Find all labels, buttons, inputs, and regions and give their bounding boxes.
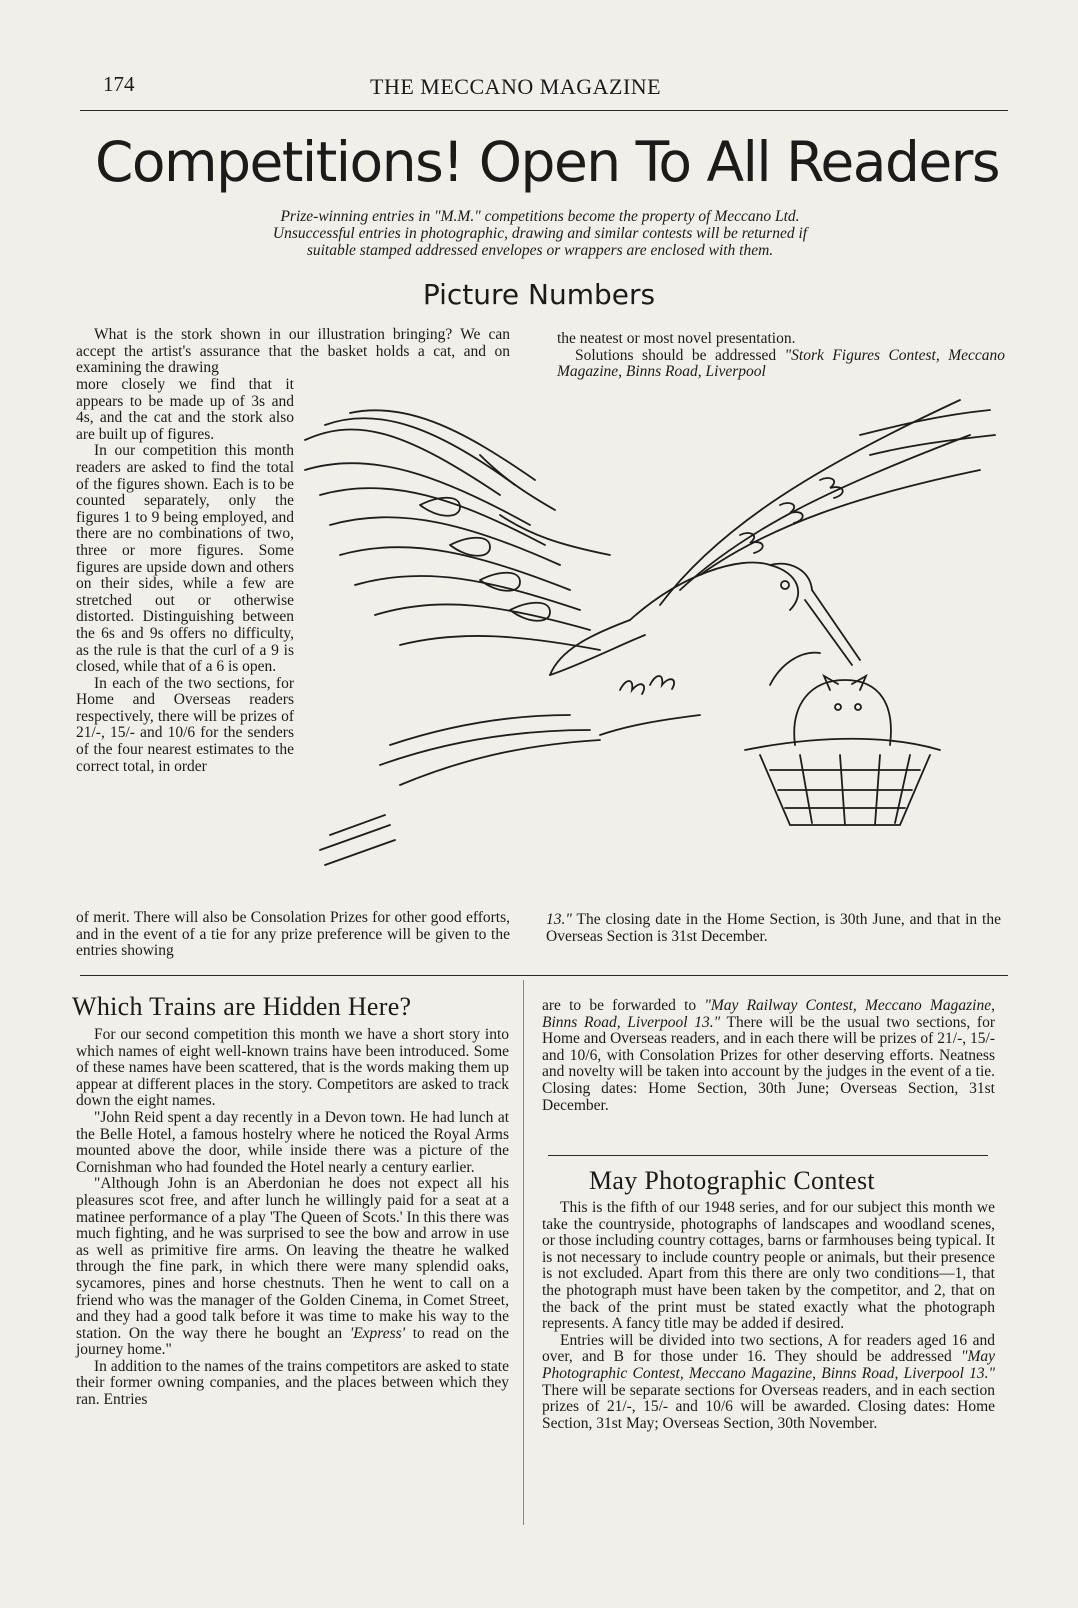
picture-numbers-wrap-column xyxy=(76,377,294,775)
text-run: "Although John is an Aberdonian he does not expect all his pleasures scot free, and after lunch he willingly paid for a seat at a matinee performance of a play 'The Queen of Scots.' In this there was much fighting, and he was surprised to see the bow and arrow in use as well as primitive fire arms. On leaving the theatre he walked through the fine park, in which there were many splendid oaks, sycamores, pines and horse chestnuts. Then he went to call on a friend who was the manager of the Golden Cinema, in Comet Street, and they had a good talk before it was time to make his way to the station. On the way there he bought an xyxy=(76,1175,509,1342)
picture-numbers-intro xyxy=(76,327,510,377)
paragraph xyxy=(76,1176,509,1359)
paragraph: the neatest or most novel presentation. xyxy=(557,330,796,347)
picture-numbers-right-bottom xyxy=(546,912,1001,945)
text-run: to read on the journey home." xyxy=(76,1324,510,1359)
intro-line: suitable stamped addressed envelopes or wrappers are enclosed with them. xyxy=(306,242,774,259)
paragraph: "John Reid spent a day recently in a Devon town. He had lunch at the Belle Hotel, a famous hostelry where he noticed the Royal Arms mounted above the door, while inside there was a picture of the Cornishman who had founded the Hotel nearly a century earlier. xyxy=(76,1108,509,1176)
address-text: "May Railway Contest, Meccano Magazine, Binns Road, Liverpool 13." xyxy=(542,997,995,1031)
paragraph: In addition to the names of the trains competitors are asked to state their former owning companies, and the places between which they ran. Entries xyxy=(76,1357,509,1409)
address-text: "Stork Figures Contest, Meccano Magazine, Binns Road, Liverpool xyxy=(557,346,1005,381)
express-text: 'Express' xyxy=(349,1324,406,1342)
text-run: are to be forwarded to xyxy=(542,997,697,1014)
header-rule xyxy=(80,110,1008,111)
stork-illustration xyxy=(300,395,1005,900)
text-run: There will be separate sections for Overseas readers, and in each section prizes of 21/-, 15/- and 10/6 will be awarded. Closing dates: Home Section, 31st May; Overseas Section, 30th November. xyxy=(542,1381,995,1432)
section-title-photo: May Photographic Contest xyxy=(589,1166,875,1195)
text-run: Solutions should be addressed xyxy=(575,346,777,364)
text-run: Entries will be divided into two sections, A for readers aged 16 and over, and B for those under 16. They should be addressed xyxy=(542,1331,995,1366)
paragraph xyxy=(557,348,1005,381)
address-text: 13." xyxy=(546,911,572,928)
trains-article-continued xyxy=(542,998,995,1114)
text-run: The closing date in the Home Section, is 30th June, and that in the Overseas Section is 31st December. xyxy=(546,911,1001,945)
section-divider-short xyxy=(548,1155,988,1156)
intro-line: Prize-winning entries in "M.M." competitions become the property of Meccano Ltd. xyxy=(280,208,800,225)
section-divider xyxy=(80,975,1008,976)
page-number: 174 xyxy=(103,72,135,96)
paragraph xyxy=(542,1333,995,1433)
page-title: Competitions! Open To All Readers xyxy=(94,130,999,194)
paragraph: of merit. There will also be Consolation Prizes for other good efforts, and in the event of a tie for any prize preference will be given to the entries showing xyxy=(76,909,510,960)
magazine-title: THE MECCANO MAGAZINE xyxy=(370,74,662,99)
paragraph: In our competition this month readers are asked to find the total of the figures shown. Each is to be counted separately, only the figures 1 to 9 being employed, and there are no combinations of two, three or more figures. Some figures are upside down and others on their sides, while a few are stretched out or otherwise distorted. Distinguishing between the 6s and 9s offers no difficulty, as the rule is that the curl of a 9 is closed, while that of a 6 is open. xyxy=(76,442,294,676)
paragraph: more closely we find that it appears to be made up of 3s and 4s, and the cat and the stork also are built up of figures. xyxy=(76,376,294,443)
column-divider xyxy=(523,980,524,1525)
text-run: There will be the usual two sections, for Home and Overseas readers, and in each there will be prizes of 21/-, 15/- and 10/6, with Consolation Prizes for other deserving efforts. Neatness and novelty will be taken into account by the judges in the event of a tie. Closing dates: Home Section, 30th June; Overseas Section, 31st December. xyxy=(542,1013,995,1114)
trains-article xyxy=(76,1027,509,1409)
paragraph: In each of the two sections, for Home and Overseas readers respectively, there will be prizes of 21/-, 15/- and 10/6 for the senders of the four nearest estimates to the correct total, in order xyxy=(76,674,294,775)
intro-line: Unsuccessful entries in photographic, drawing and similar contests will be returned if xyxy=(272,225,808,242)
paragraph xyxy=(546,912,1001,945)
paragraph: What is the stork shown in our illustration bringing? We can accept the artist's assurance that the basket holds a cat, and on examining the drawing xyxy=(76,326,510,377)
intro-note xyxy=(170,208,910,259)
section-title-trains: Which Trains are Hidden Here? xyxy=(72,992,412,1021)
paragraph xyxy=(542,998,995,1114)
paragraph: This is the fifth of our 1948 series, and for our subject this month we take the countryside, photographs of landscapes and woodland scenes, or those including country cottages, barns or farmhouses being typical. It is not necessary to include country people or animals, but their presence is not excluded. Apart from this there are only two conditions—1, that the photograph must have been taken by the competitor, and 2, that on the back of the print must be stated exactly what the photograph represents. A fancy title may be added if desired. xyxy=(542,1199,995,1333)
photo-article xyxy=(542,1200,995,1432)
picture-numbers-bottom-left xyxy=(76,910,510,960)
address-text: "May Photographic Contest, Meccano Magazine, Binns Road, Liverpool 13." xyxy=(542,1348,996,1382)
picture-numbers-right-top xyxy=(557,331,1005,381)
section-title-picture-numbers: Picture Numbers xyxy=(422,278,656,311)
paragraph: For our second competition this month we have a short story into which names of eight well-known trains have been introduced. Some of these names have been scattered, that is the words making them up appear at different places in the story. Competitors are asked to track down the eight names. xyxy=(76,1026,509,1110)
